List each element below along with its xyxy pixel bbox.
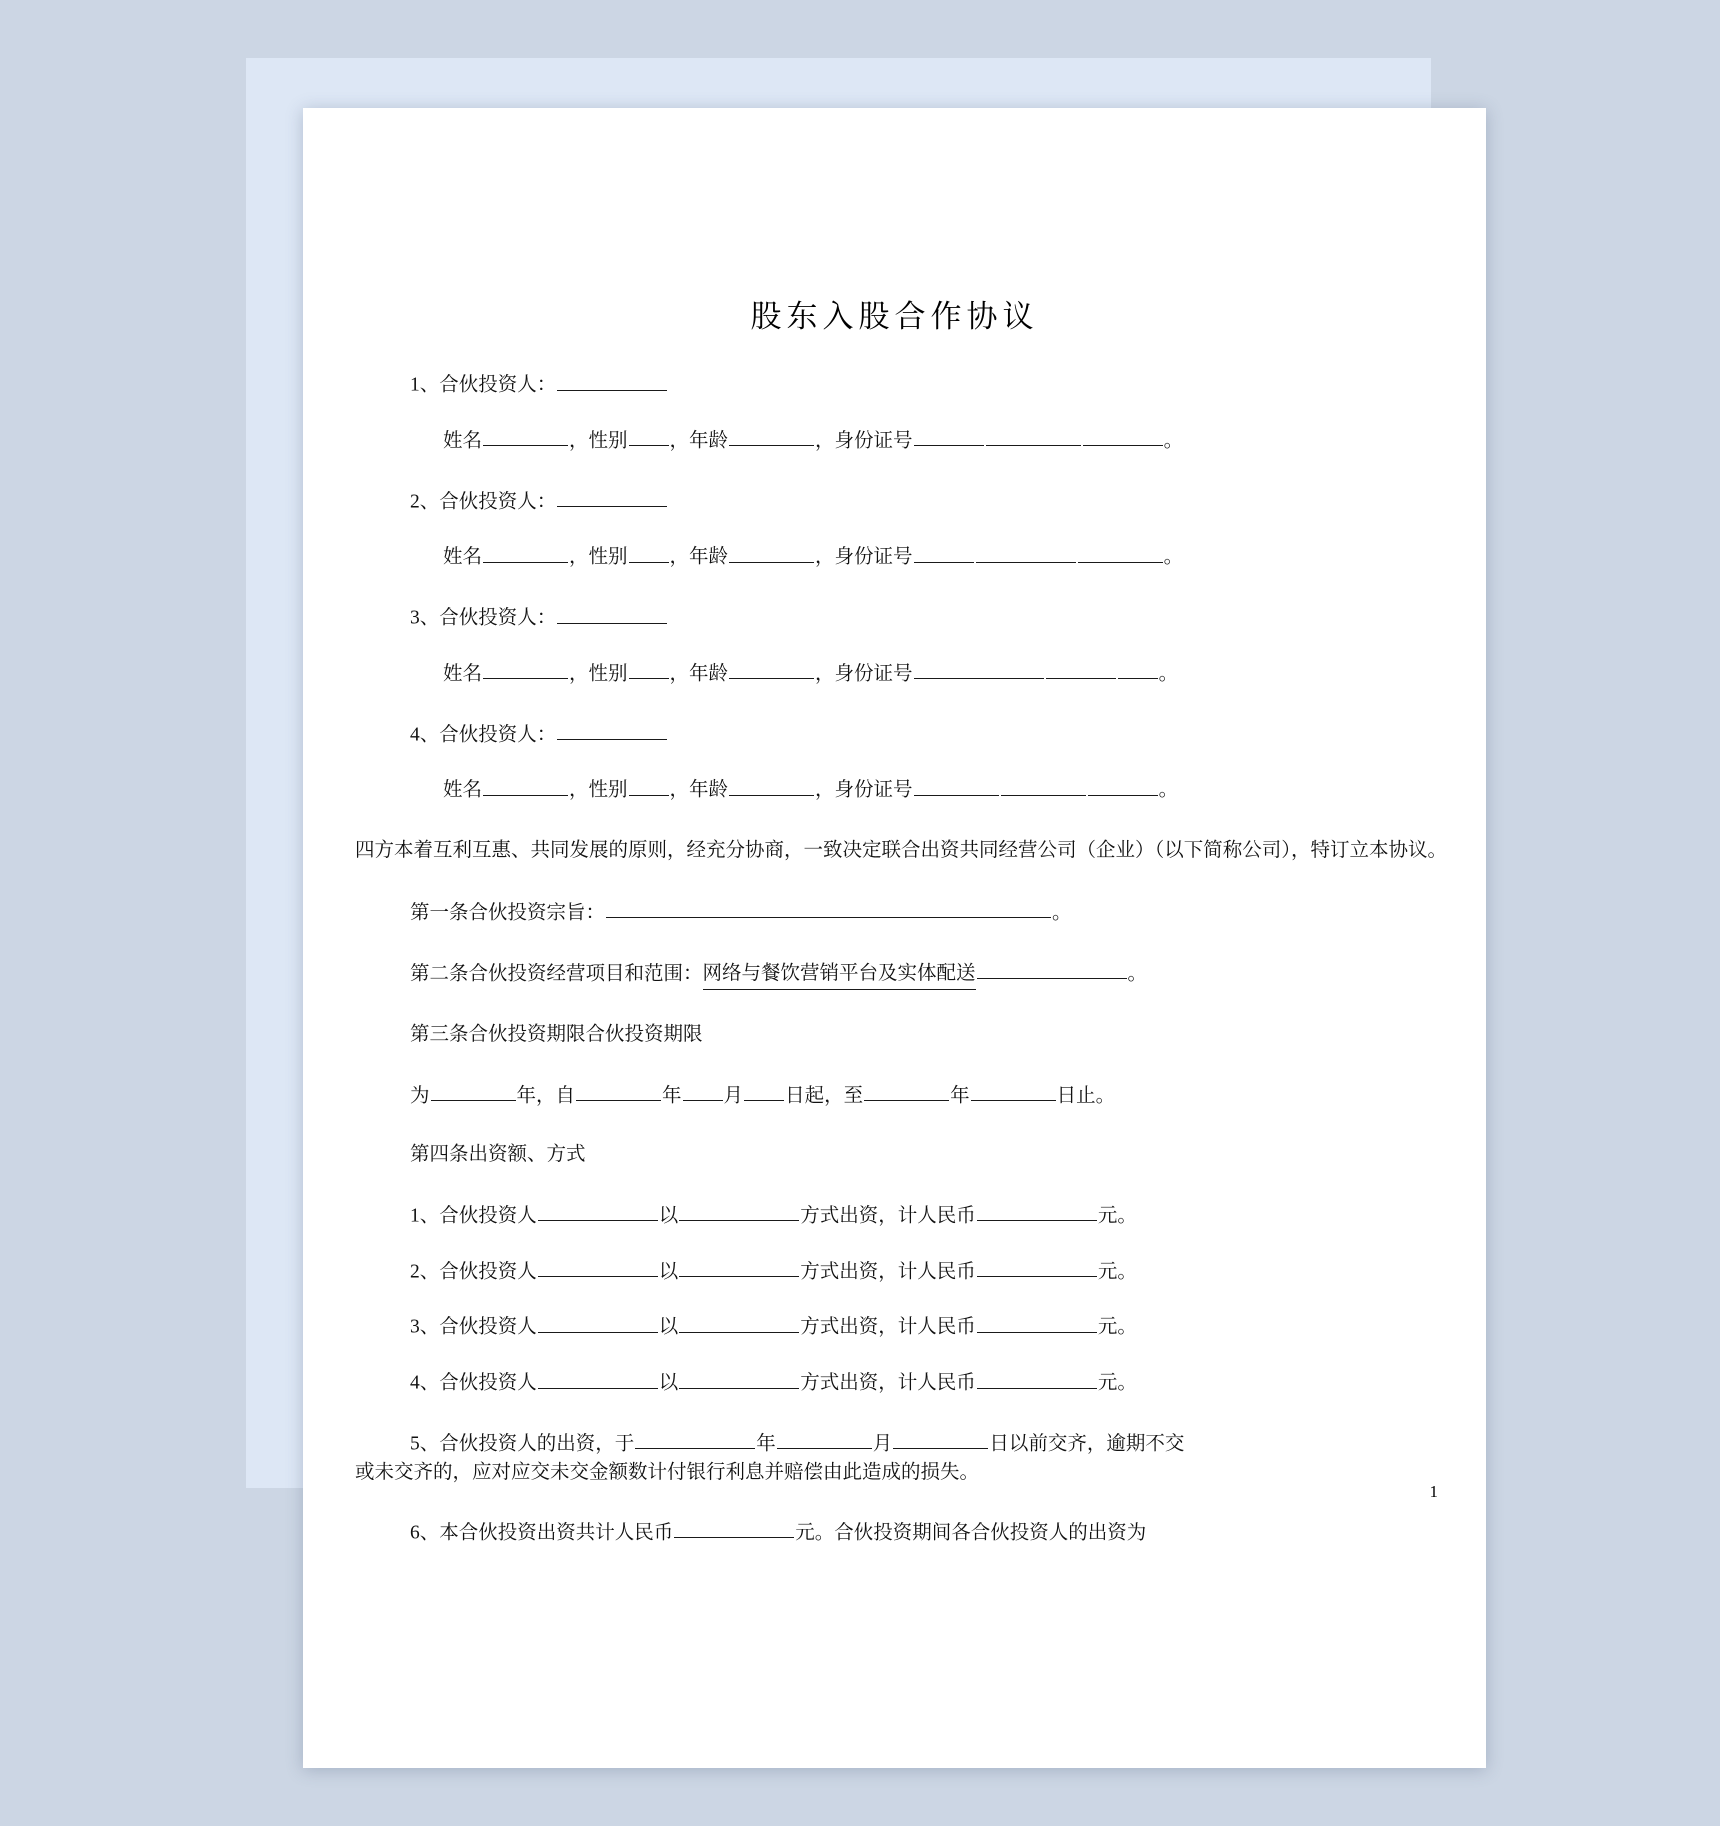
partner-name-blank-4[interactable] (557, 720, 667, 741)
start-day-unit: 日起，至 (785, 1085, 864, 1107)
contribution-mid2-1: 方式出资，计人民币 (800, 1205, 976, 1227)
id-blank-3c[interactable] (1118, 659, 1158, 680)
article-2-label: 第二条合伙投资经营项目和范围： (410, 963, 703, 985)
partner-row-1 (355, 370, 1450, 400)
article-3-term-row (355, 1081, 1450, 1111)
partner-detail-row-4 (355, 775, 1450, 805)
document-page (303, 108, 1486, 1768)
partner-row-2 (355, 487, 1450, 517)
contribution-person-blank-3[interactable] (538, 1312, 658, 1333)
term-year-unit: 年，自 (516, 1085, 576, 1107)
end-year-blank[interactable] (864, 1081, 949, 1102)
contribution-row-3 (355, 1312, 1450, 1342)
age-label-1: ，年龄 (669, 430, 729, 452)
name-label-4: 姓名 (443, 779, 483, 801)
partner-index-3: 3、 (410, 607, 440, 629)
partner-row-4 (355, 720, 1450, 750)
start-month-unit: 月 (723, 1085, 744, 1107)
item-5-day-blank[interactable] (893, 1429, 988, 1450)
article-1-blank[interactable] (606, 898, 1051, 919)
id-blank-2c[interactable] (1078, 542, 1163, 563)
contribution-row-2 (355, 1257, 1450, 1287)
article-2-blank[interactable] (977, 959, 1127, 980)
contribution-prefix-4: 合伙投资人 (439, 1372, 537, 1394)
article-1-end-punct: 。 (1052, 902, 1072, 924)
item-5-index: 5、 (410, 1433, 440, 1455)
age-label-3: ，年龄 (669, 663, 729, 685)
name-blank-2[interactable] (483, 542, 568, 563)
item-6-part-2: 元。合伙投资期间各合伙投资人的出资为 (795, 1522, 1147, 1544)
contribution-prefix-3: 合伙投资人 (439, 1316, 537, 1338)
item-6-part-1: 本合伙投资出资共计人民币 (439, 1522, 674, 1544)
contribution-index-1: 1、 (410, 1205, 440, 1227)
article-3-heading: 第三条合伙投资期限合伙投资期限 (410, 1024, 703, 1046)
item-5-month-unit: 月 (872, 1433, 893, 1455)
contribution-person-blank-2[interactable] (538, 1257, 658, 1278)
start-year-unit: 年 (662, 1085, 682, 1107)
end-day-blank[interactable] (971, 1081, 1056, 1102)
id-blank-1c[interactable] (1083, 426, 1163, 447)
document-body (303, 370, 1486, 1548)
contribution-mid2-2: 方式出资，计人民币 (800, 1261, 976, 1283)
contribution-method-blank-3[interactable] (679, 1312, 799, 1333)
contribution-amount-blank-2[interactable] (977, 1257, 1097, 1278)
contribution-mid1-4: 以 (658, 1372, 679, 1394)
id-blank-3a[interactable] (914, 659, 1044, 680)
contribution-mid1-1: 以 (658, 1205, 679, 1227)
start-month-blank[interactable] (683, 1081, 723, 1102)
id-label-2: ，身份证号 (815, 546, 913, 568)
partner-index-2: 2、 (410, 491, 440, 513)
id-blank-1b[interactable] (986, 426, 1081, 447)
item-5-year-blank[interactable] (635, 1429, 755, 1450)
contribution-amount-blank-3[interactable] (977, 1312, 1097, 1333)
item-5-row-line-1 (355, 1429, 1450, 1459)
contribution-prefix-1: 合伙投资人 (439, 1205, 537, 1227)
name-label-3: 姓名 (443, 663, 483, 685)
end-year-unit: 年 (950, 1085, 970, 1107)
partner-detail-row-3 (355, 659, 1450, 689)
contribution-index-4: 4、 (410, 1372, 440, 1394)
article-1-label: 第一条合伙投资宗旨： (410, 902, 606, 924)
article-1-row (355, 898, 1450, 928)
age-blank-1[interactable] (729, 426, 814, 447)
item-6-row (355, 1518, 1450, 1548)
page-title: 股东入股合作协议 (750, 299, 1039, 334)
contribution-method-blank-4[interactable] (679, 1368, 799, 1389)
contribution-row-1 (355, 1201, 1450, 1231)
id-label-1: ，身份证号 (815, 430, 913, 452)
gender-blank-4[interactable] (629, 775, 669, 796)
partner-name-blank-3[interactable] (557, 603, 667, 624)
item-5-day-unit: 日以前交齐，逾期不交 (989, 1433, 1185, 1455)
start-year-blank[interactable] (576, 1081, 661, 1102)
item-6-amount-blank[interactable] (674, 1518, 794, 1539)
item-5-year-unit: 年 (756, 1433, 776, 1455)
id-blank-2a[interactable] (914, 542, 974, 563)
gender-label-2: ，性别 (569, 546, 628, 568)
contribution-index-2: 2、 (410, 1261, 440, 1283)
gender-label-3: ，性别 (569, 663, 628, 685)
partner-role-label-2: 合伙投资人： (439, 491, 557, 513)
article-2-row (355, 959, 1450, 991)
contribution-suffix-3: 元。 (1097, 1316, 1137, 1338)
partner-role-label-3: 合伙投资人： (439, 607, 557, 629)
gender-label-4: ，性别 (569, 779, 628, 801)
article-2-value[interactable]: 网络与餐饮营销平台及实体配送 (703, 960, 976, 990)
preamble-paragraph: 四方本着互利互惠、共同发展的原则，经充分协商，一致决定联合出资共同经营公司（企业）（以下简称公司），特订立本协议。 (355, 840, 1448, 862)
partner-detail-row-1 (355, 426, 1450, 456)
partner-detail-row-2 (355, 542, 1450, 572)
article-2-end-punct: 。 (1127, 963, 1148, 985)
contribution-prefix-2: 合伙投资人 (439, 1261, 537, 1283)
contribution-mid1-3: 以 (658, 1316, 679, 1338)
age-label-2: ，年龄 (669, 546, 729, 568)
contribution-suffix-2: 元。 (1097, 1261, 1137, 1283)
partner-role-label-1: 合伙投资人： (439, 374, 557, 396)
partner-index-1: 1、 (410, 374, 440, 396)
id-blank-1a[interactable] (914, 426, 984, 447)
partner-end-punct-2: 。 (1163, 546, 1184, 568)
id-blank-2b[interactable] (976, 542, 1076, 563)
id-label-3: ，身份证号 (815, 663, 913, 685)
contribution-method-blank-2[interactable] (679, 1257, 799, 1278)
gender-blank-3[interactable] (629, 659, 669, 680)
contribution-person-blank-4[interactable] (538, 1368, 658, 1389)
id-label-4: ，身份证号 (815, 779, 913, 801)
contribution-suffix-1: 元。 (1097, 1205, 1137, 1227)
partner-name-blank-2[interactable] (557, 487, 667, 508)
contribution-method-blank-1[interactable] (679, 1201, 799, 1222)
partner-role-label-4: 合伙投资人： (439, 724, 557, 746)
partner-name-blank-1[interactable] (557, 370, 667, 391)
end-day-unit: 日止。 (1056, 1085, 1116, 1107)
partner-end-punct-1: 。 (1163, 430, 1184, 452)
page-number: 1 (1429, 1482, 1438, 1501)
contribution-amount-blank-4[interactable] (977, 1368, 1097, 1389)
contribution-person-blank-1[interactable] (538, 1201, 658, 1222)
partner-row-3 (355, 603, 1450, 633)
partner-end-punct-3: 。 (1158, 663, 1179, 685)
contribution-mid2-3: 方式出资，计人民币 (800, 1316, 976, 1338)
contribution-index-3: 3、 (410, 1316, 440, 1338)
gender-blank-1[interactable] (629, 426, 669, 447)
term-prefix: 为 (410, 1085, 430, 1107)
id-blank-4c[interactable] (1088, 775, 1158, 796)
name-label-2: 姓名 (443, 546, 483, 568)
contribution-suffix-4: 元。 (1097, 1372, 1137, 1394)
contribution-row-4 (355, 1368, 1450, 1398)
contribution-mid2-4: 方式出资，计人民币 (800, 1372, 976, 1394)
item-5-part-1: 合伙投资人的出资，于 (439, 1433, 635, 1455)
partner-index-4: 4、 (410, 724, 440, 746)
name-blank-3[interactable] (483, 659, 568, 680)
age-blank-2[interactable] (729, 542, 814, 563)
contribution-amount-blank-1[interactable] (977, 1201, 1097, 1222)
id-blank-4b[interactable] (1001, 775, 1086, 796)
page-content (303, 108, 1486, 1768)
id-blank-4a[interactable] (914, 775, 999, 796)
age-blank-3[interactable] (729, 659, 814, 680)
name-blank-1[interactable] (483, 426, 568, 447)
start-day-blank[interactable] (744, 1081, 784, 1102)
article-4-heading: 第四条出资额、方式 (410, 1144, 586, 1166)
gender-label-1: ，性别 (569, 430, 628, 452)
gender-blank-2[interactable] (629, 542, 669, 563)
name-label-1: 姓名 (443, 430, 483, 452)
item-6-index: 6、 (410, 1522, 440, 1544)
term-years-blank[interactable] (431, 1081, 516, 1102)
id-blank-3b[interactable] (1046, 659, 1116, 680)
partner-end-punct-4: 。 (1158, 779, 1179, 801)
item-5-month-blank[interactable] (777, 1429, 872, 1450)
name-blank-4[interactable] (483, 775, 568, 796)
age-label-4: ，年龄 (669, 779, 729, 801)
contribution-mid1-2: 以 (658, 1261, 679, 1283)
age-blank-4[interactable] (729, 775, 814, 796)
item-5-row-line-2: 或未交齐的，应对应交未交金额数计付银行利息并赔偿由此造成的损失。 (355, 1461, 980, 1483)
